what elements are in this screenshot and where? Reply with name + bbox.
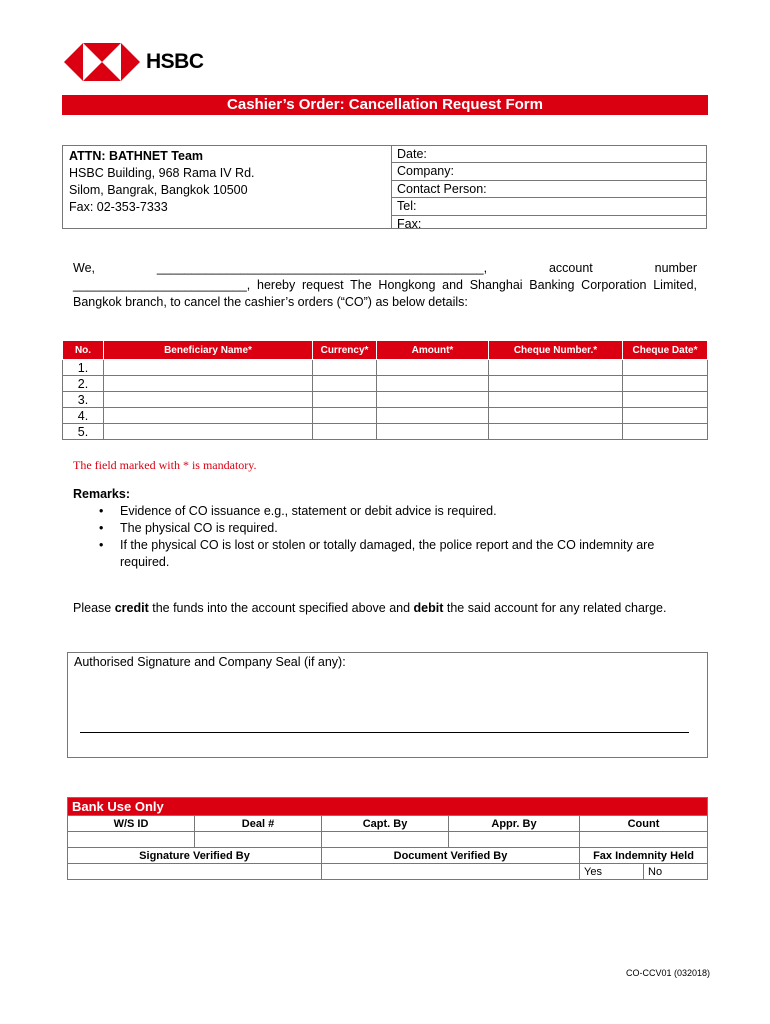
cheque-number-cell[interactable] — [489, 392, 623, 408]
ws-id-header: W/S ID — [68, 816, 195, 832]
attn-team: ATTN: BATHNET Team — [69, 149, 204, 163]
count-cell[interactable] — [580, 832, 708, 848]
currency-cell[interactable] — [313, 392, 377, 408]
document-verified-cell[interactable] — [322, 864, 580, 880]
credit-text-2: the funds into the account specified above and — [148, 601, 414, 615]
row-number: 3. — [63, 392, 104, 408]
cheque-date-cell[interactable] — [623, 376, 708, 392]
hsbc-hexagon-icon — [64, 43, 140, 81]
hsbc-logo — [64, 43, 204, 81]
form-title: Cashier’s Order: Cancellation Request Form — [62, 95, 708, 115]
amount-cell[interactable] — [377, 376, 489, 392]
signature-box[interactable] — [67, 652, 708, 758]
credit-text-3: the said account for any related charge. — [443, 601, 667, 615]
attn-box — [62, 145, 707, 229]
credit-text-1: Please — [73, 601, 115, 615]
credit-word: credit — [114, 601, 149, 615]
row-number: 2. — [63, 376, 104, 392]
currency-cell[interactable] — [313, 408, 377, 424]
fax-field[interactable]: Fax: — [397, 216, 422, 231]
amount-cell[interactable] — [377, 424, 489, 440]
col-cheque-number: Cheque Number.* — [489, 341, 623, 360]
col-currency: Currency* — [313, 341, 377, 360]
signature-verified-header: Signature Verified By — [68, 848, 322, 864]
beneficiary-cell[interactable] — [104, 376, 313, 392]
col-amount: Amount* — [377, 341, 489, 360]
date-field[interactable]: Date: — [392, 146, 706, 163]
bank-use-title: Bank Use Only — [68, 798, 708, 816]
cheque-number-cell[interactable] — [489, 424, 623, 440]
mandatory-note: The field marked with * is mandatory. — [73, 458, 257, 472]
list-item: • If the physical CO is lost or stolen or totally damaged, the police report and the CO indemnity are required. — [120, 537, 693, 571]
attn-fax: Fax: 02-353-7333 — [69, 200, 168, 214]
beneficiary-cell[interactable] — [104, 392, 313, 408]
tel-field[interactable]: Tel: — [392, 198, 706, 215]
table-row — [63, 424, 708, 440]
remarks-title: Remarks: — [73, 487, 130, 501]
cheque-number-cell[interactable] — [489, 360, 623, 376]
credit-paragraph — [73, 601, 666, 615]
cheque-date-cell[interactable] — [623, 392, 708, 408]
company-field[interactable]: Company: — [392, 163, 706, 180]
signature-verified-cell[interactable] — [68, 864, 322, 880]
yes-option[interactable]: Yes — [580, 864, 644, 880]
capt-by-cell[interactable] — [322, 832, 449, 848]
no-option[interactable]: No — [644, 864, 708, 880]
amount-cell[interactable] — [377, 392, 489, 408]
ws-id-cell[interactable] — [68, 832, 195, 848]
appr-by-cell[interactable] — [449, 832, 580, 848]
contact-fields — [391, 146, 706, 231]
col-no: No. — [63, 341, 104, 360]
list-item: • The physical CO is required. — [120, 520, 693, 537]
amount-cell[interactable] — [377, 360, 489, 376]
remarks-list — [73, 503, 693, 571]
currency-cell[interactable] — [313, 360, 377, 376]
attn-district: Silom, Bangrak, Bangkok 10500 — [69, 183, 248, 197]
currency-cell[interactable] — [313, 376, 377, 392]
beneficiary-cell[interactable] — [104, 408, 313, 424]
beneficiary-cell[interactable] — [104, 424, 313, 440]
attn-building: HSBC Building, 968 Rama IV Rd. — [69, 166, 255, 180]
table-row — [63, 408, 708, 424]
document-verified-header: Document Verified By — [322, 848, 580, 864]
appr-by-header: Appr. By — [449, 816, 580, 832]
remarks-section — [73, 486, 693, 571]
row-number: 5. — [63, 424, 104, 440]
contact-person-field[interactable]: Contact Person: — [392, 181, 706, 198]
row-number: 4. — [63, 408, 104, 424]
col-cheque-date: Cheque Date* — [623, 341, 708, 360]
request-paragraph: We, _______________________________________________, account number _________________________, hereby request The Hongkong and Shanghai Banking Corporation Limited, Bangkok branch, to cancel the cashier’s orders (“CO”) as below details: — [73, 261, 697, 309]
form-code: CO-CCV01 (032018) — [626, 968, 711, 978]
deal-header: Deal # — [195, 816, 322, 832]
cheque-date-cell[interactable] — [623, 424, 708, 440]
table-row — [63, 376, 708, 392]
debit-word: debit — [413, 601, 444, 615]
fax-indemnity-header: Fax Indemnity Held — [580, 848, 708, 864]
co-details-table — [62, 340, 708, 440]
cheque-number-cell[interactable] — [489, 376, 623, 392]
deal-cell[interactable] — [195, 832, 322, 848]
col-beneficiary-name: Beneficiary Name* — [104, 341, 313, 360]
list-item: • Evidence of CO issuance e.g., statement or debit advice is required. — [120, 503, 693, 520]
signature-label: Authorised Signature and Company Seal (if any): — [74, 655, 346, 669]
table-row — [63, 392, 708, 408]
table-row — [63, 360, 708, 376]
brand-name: HSBC — [146, 50, 204, 73]
cheque-date-cell[interactable] — [623, 408, 708, 424]
row-number: 1. — [63, 360, 104, 376]
beneficiary-cell[interactable] — [104, 360, 313, 376]
capt-by-header: Capt. By — [322, 816, 449, 832]
amount-cell[interactable] — [377, 408, 489, 424]
count-header: Count — [580, 816, 708, 832]
currency-cell[interactable] — [313, 424, 377, 440]
signature-line — [80, 732, 689, 733]
bank-use-table — [67, 797, 708, 880]
cheque-date-cell[interactable] — [623, 360, 708, 376]
attn-address — [63, 146, 391, 228]
cheque-number-cell[interactable] — [489, 408, 623, 424]
